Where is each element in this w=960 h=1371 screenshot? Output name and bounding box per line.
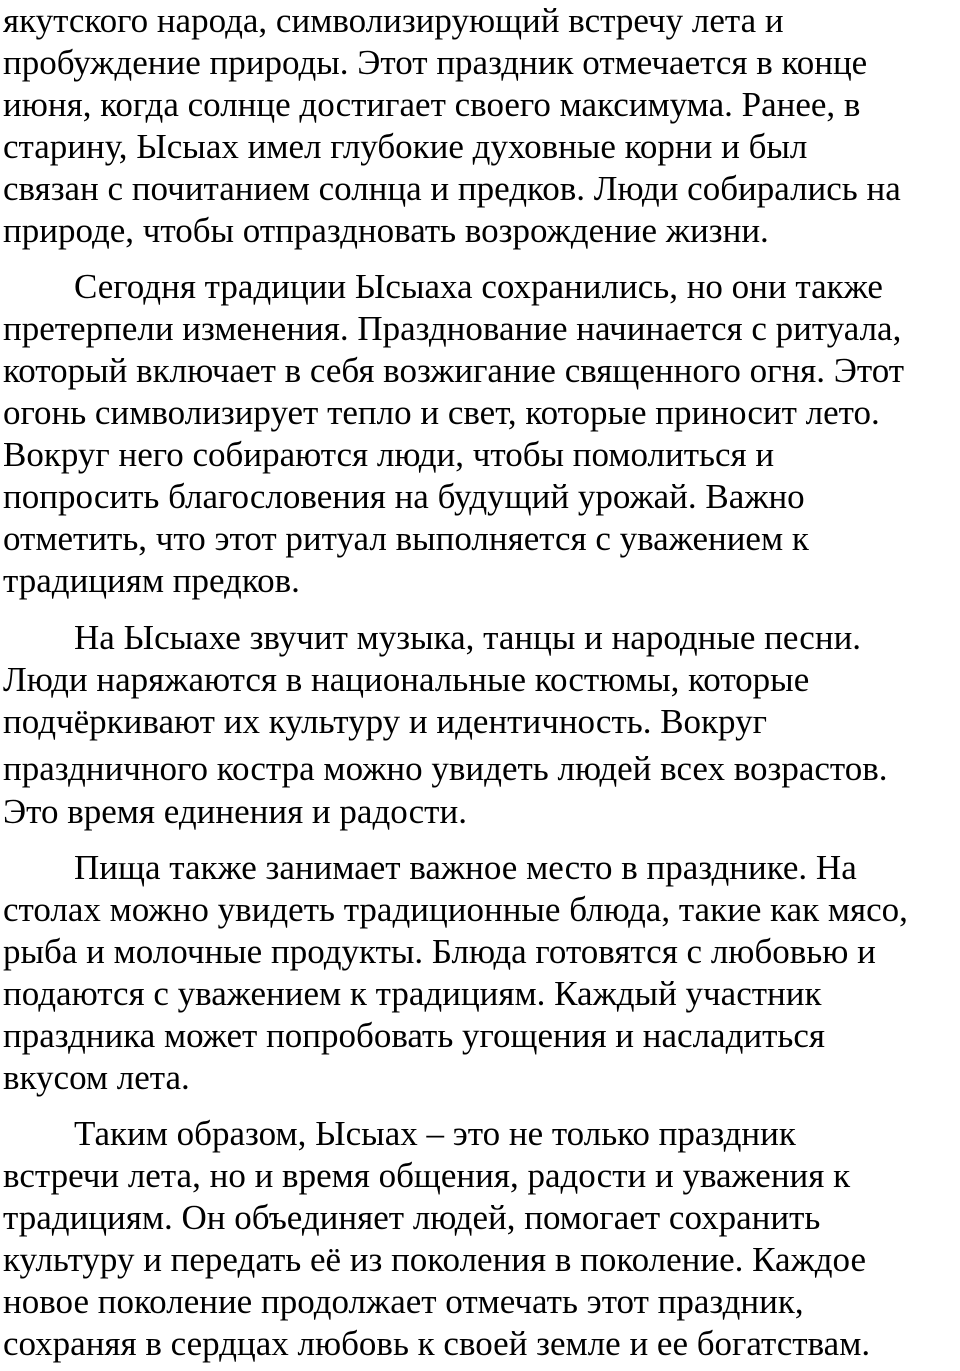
paragraph-1-line-3: июня, когда солнце достигает своего максимума. Ранее, в (3, 85, 861, 124)
paragraph-5-line-3: традициям. Он объединяет людей, помогает сохранить (3, 1198, 821, 1237)
paragraph-5-line-5: новое поколение продолжает отмечать этот праздник, (3, 1282, 804, 1321)
paragraph-5-line-2: встречи лета, но и время общения, радости и уважения к (3, 1156, 851, 1195)
paragraph-4-line-6: вкусом лета. (3, 1058, 190, 1097)
paragraph-5-line-1: Таким образом, Ысыах – это не только праздник (74, 1114, 796, 1153)
paragraph-5-line-6: сохраняя в сердцах любовь к своей земле и ее богатствам. (3, 1324, 871, 1363)
paragraph-4-line-4: подаются с уважением к традициям. Каждый участник (3, 974, 822, 1013)
paragraph-1-line-2: пробуждение природы. Этот праздник отмечается в конце (3, 43, 868, 82)
paragraph-3-line-1: На Ысыахе звучит музыка, танцы и народные песни. (74, 618, 862, 657)
paragraph-1-line-1: якутского народа, символизирующий встречу лета и (3, 1, 784, 40)
paragraph-3-line-5: Это время единения и радости. (3, 792, 467, 831)
paragraph-2-line-1: Сегодня традиции Ысыаха сохранились, но они также (74, 267, 883, 306)
paragraph-4-line-2: столах можно увидеть традиционные блюда, такие как мясо, (3, 890, 908, 929)
paragraph-2-line-6: попросить благословения на будущий урожай. Важно (3, 477, 805, 516)
paragraph-2-line-5: Вокруг него собираются люди, чтобы помолиться и (3, 435, 775, 474)
paragraph-4-line-5: праздника может попробовать угощения и насладиться (3, 1016, 826, 1055)
paragraph-2-line-2: претерпели изменения. Празднование начинается с ритуала, (3, 309, 902, 348)
paragraph-4-line-3: рыба и молочные продукты. Блюда готовятся с любовью и (3, 932, 876, 971)
paragraph-2-line-8: традициям предков. (3, 561, 300, 600)
paragraph-3-line-2: Люди наряжаются в национальные костюмы, которые (3, 660, 810, 699)
paragraph-1-line-4: старину, Ысыах имел глубокие духовные корни и был (3, 127, 808, 166)
paragraph-5-line-4: культуру и передать её из поколения в поколение. Каждое (3, 1240, 867, 1279)
paragraph-3-line-4: праздничного костра можно увидеть людей всех возрастов. (3, 749, 888, 788)
paragraph-2-line-7: отметить, что этот ритуал выполняется с уважением к (3, 519, 809, 558)
paragraph-2-line-3: который включает в себя возжигание священного огня. Этот (3, 351, 905, 390)
paragraph-1-line-6: природе, чтобы отпраздновать возрождение жизни. (3, 211, 769, 250)
paragraph-4-line-1: Пища также занимает важное место в празднике. На (74, 848, 857, 887)
paragraph-3-line-3: подчёркивают их культуру и идентичность. Вокруг (3, 702, 767, 741)
paragraph-2-line-4: огонь символизирует тепло и свет, которые приносит лето. (3, 393, 880, 432)
paragraph-1-line-5: связан с почитанием солнца и предков. Люди собирались на (3, 169, 901, 208)
